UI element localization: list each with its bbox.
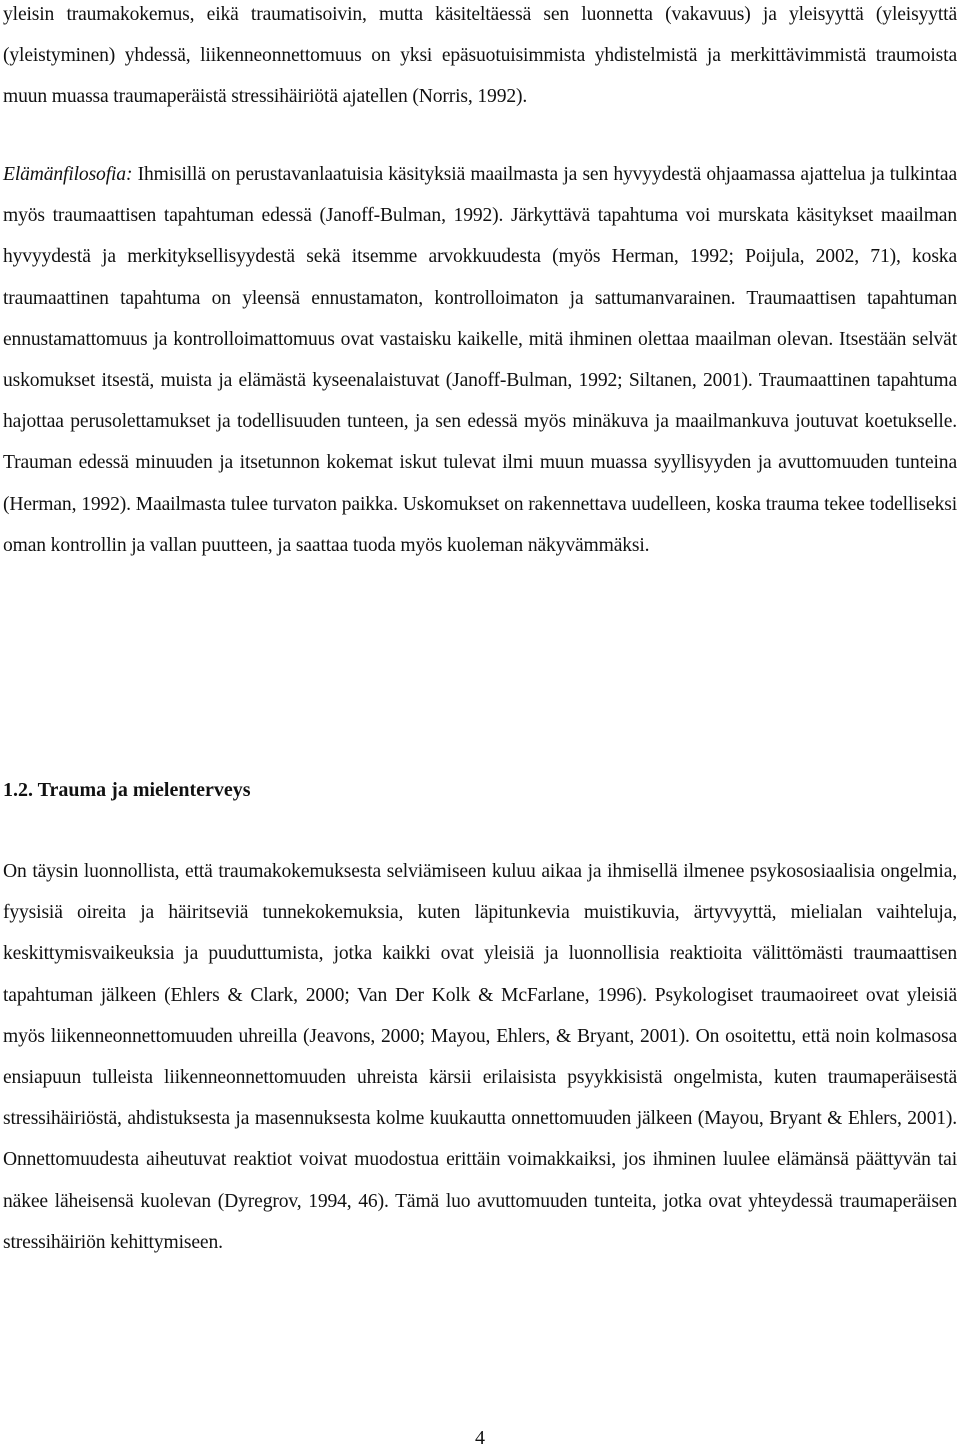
document-page: [3, 0, 957, 1451]
paragraph-life-philosophy: [3, 154, 957, 566]
page-number: 4: [475, 1427, 485, 1449]
paragraph-trauma-prevalence: yleisin traumakokemus, eikä traumatisoivin, mutta käsiteltäessä sen luonnetta (vakavuus) ja yleisyyttä (yleisyyttä (yleistyminen) yhdessä, liikenneonnettomuus on yksi epäsuotuisimmista yhdistelmistä ja merkittävimmistä traumoista muun muassa traumaperäistä stressihäiriötä ajatellen (Norris, 1992).: [3, 4, 957, 108]
paragraph-mental-health: On täysin luonnollista, että traumakokemuksesta selviämiseen kuluu aikaa ja ihmisellä ilmenee psykososiaalisia ongelmia, fyysisiä oireita ja häiritseviä tunnekokemuksia, kuten läpitunkevia muistikuvia, ärtyvyyttä, mielialan vaihteluja, keskittymisvaikeuksia ja puuduttumista, jotka kaikki ovat yleisiä ja luonnollisia reaktioita välittömästi traumaattisen tapahtuman jälkeen (Ehlers & Clark, 2000; Van Der Kolk & McFarlane, 1996). Psykologiset traumaoireet ovat yleisiä myös liikenneonnettomuuden uhreilla (Jeavons, 2000; Mayou, Ehlers, & Bryant, 2001). On osoitettu, että noin kolmasosa ensiapuun tulleista liikenneonnettomuuden uhreista kärsii erilaisista psyykkisistä ongelmista, kuten traumaperäisestä stressihäiriöstä, ahdistuksesta ja masennuksesta kolme kuukautta onnettomuuden jälkeen (Mayou, Bryant & Ehlers, 2001). Onnettomuudesta aiheutuvat reaktiot voivat muodostua erittäin voimakkaiksi, jos ihminen luulee elämänsä päättyvän tai näkee läheisensä kuolevan (Dyregrov, 1994, 46). Tämä luo avuttomuuden tunteita, jotka ovat yhteydessä traumaperäisen stressihäiriön kehittymiseen.: [3, 861, 957, 1253]
life-philosophy-text: Ihmisillä on perustavanlaatuisia käsityksiä maailmasta ja sen hyvyydestä ohjaamassa ajattelua ja tulkintaa myös traumaattisen tapahtuman edessä (Janoff-Bulman, 1992). Järkyttävä tapahtuma voi murskata käsitykset maailman hyvyydestä ja merkityksellisyydestä sekä itsemme arvokkuudesta (myös Herman, 1992; Poijula, 2002, 71), koska traumaattinen tapahtuma on yleensä ennustamaton, kontrolloimaton ja sattumanvarainen. Traumaattisen tapahtuman ennustamattomuus ja kontrolloimattomuus ovat vastaisku kaikelle, mitä ihminen olettaa maailman olevan. Itsestään selvät uskomukset itsestä, muista ja elämästä kyseenalaistuvat (Janoff-Bulman, 1992; Siltanen, 2001). Traumaattinen tapahtuma hajottaa perusolettamukset ja todellisuuden tunteen, ja sen edessä myös minäkuva ja maailmankuva joutuvat koetukselle. Trauman edessä minuuden ja itsetunnon kokemat iskut tulevat ilmi muun muassa syyllisyyden ja avuttomuuden tunteina (Herman, 1992). Maailmasta tulee turvaton paikka. Uskomukset on rakennettava uudelleen, koska trauma tekee todelliseksi oman kontrollin ja vallan puutteen, ja saattaa tuoda myös kuoleman näkyvämmäksi.: [3, 164, 957, 556]
life-philosophy-term: Elämänfilosofia:: [3, 164, 133, 185]
section-heading: 1.2. Trauma ja mielenterveys: [3, 779, 251, 801]
